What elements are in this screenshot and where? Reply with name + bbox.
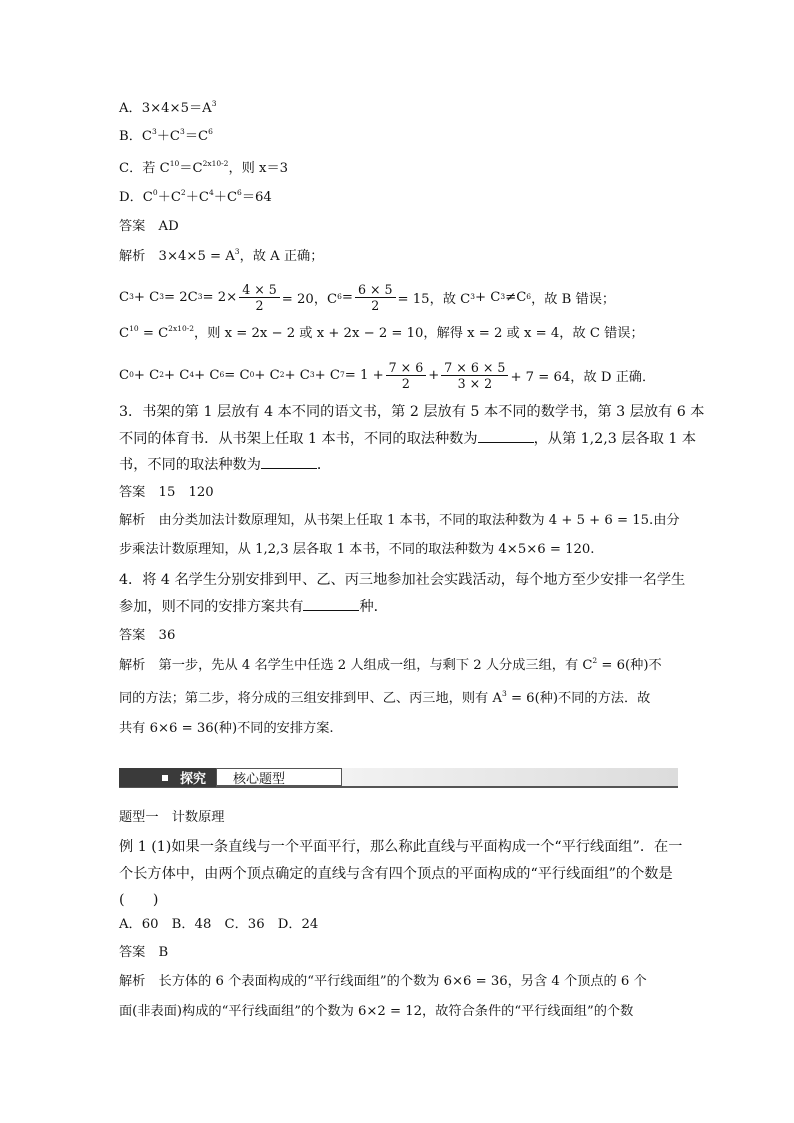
prev-analysis-line-2: C 3 + C 3 = 2C 3 = 2× $\frac{4 \times 5}{2}$ = 20，C 6 = $\frac{6 \times 5}{2}$ = 15，故 C 3 + C 3 ≠C 6 ，故 B 错误；	[119, 281, 616, 313]
answer-blank	[303, 598, 359, 611]
fraction: $\frac{4 \times 5}{2}$	[239, 282, 280, 313]
q3-analysis-line-1: 解析 由分类加法计数原理知，从书架上任取 1 本书，不同的取法种数为 4 + 5 + 6 = 15.由分	[119, 513, 680, 528]
q3-stem-line-2: 不同的体育书．从书架上任取 1 本书，不同的取法种数为 ，从第 1,2,3 层各取 1 本	[119, 431, 697, 447]
prev-analysis-line-1: 解析 $3\times 4\times 5 = A^3$，故 A 正确；	[119, 247, 324, 264]
example-answer: 答案 B	[119, 945, 169, 960]
prev-analysis-line-3: $C^{10} = C^{2x10-2}$，则 x = 2x − 2 或 x + 2x − 2 = 10，解得 x = 2 或 x = 4，故 C 错误；	[119, 324, 644, 341]
example-analysis-line-1: 解析 长方体的 6 个表面构成的“平行线面组”的个数为 6×6 = 36，另含 4 个顶点的 6 个	[119, 974, 647, 989]
fraction: $\frac{7 \times 6 \times 5}{3 \times 2}$	[441, 360, 508, 391]
section-label-core-types: 核心题型	[216, 768, 342, 786]
q3-answer: 答案 15 120	[119, 485, 214, 500]
q3-stem-line-1: 3．书架的第 1 层放有 4 本不同的语文书，第 2 层放有 5 本不同的数学书，第 3 层放有 6 本	[119, 404, 705, 420]
q3-stem-line-3: 书，不同的取法种数为 ．	[119, 457, 332, 473]
fraction: $\frac{6 \times 5}{2}$	[355, 282, 396, 313]
option-a: A．$3\times 4\times 5=A^3$	[119, 99, 217, 116]
q4-analysis-line-2: 同的方法；第二步，将分成的三组安排到甲、乙、丙三地，则有 $A^3 = 6$(种)不同的方法．故	[119, 689, 651, 706]
q4-analysis-line-1: 解析 第一步，先从 4 名学生中任选 2 人组成一组，与剩下 2 人分成三组，有 $C^2 = 6$(种)不	[119, 656, 662, 673]
section-label-explore: 探究	[119, 768, 216, 787]
section-header-bar	[119, 768, 678, 787]
prev-answer: 答案 AD	[119, 219, 179, 234]
example-analysis-line-2: 面(非表面)构成的“平行线面组”的个数为 6×2 = 12，故符合条件的“平行线面组”的个数	[119, 1004, 634, 1019]
q3-analysis-line-2: 步乘法计数原理知，从 1,2,3 层各取 1 本书，不同的取法种数为 4×5×6 = 120.	[119, 542, 595, 557]
option-c: C．若 $C^{10}=C^{2x10-2}$，则 x＝3	[119, 159, 289, 176]
example-line-3: ( )	[119, 892, 159, 908]
q4-analysis-line-3: 共有 6×6 = 36(种)不同的安排方案.	[119, 721, 334, 736]
example-options: A．60 B．48 C．36 D．24	[119, 917, 319, 932]
option-d: D．$C^0+C^2+C^4+C^6=64$	[119, 188, 272, 205]
example-line-1: 例 1 (1)如果一条直线与一个平面平行，那么称此直线与平面构成一个“平行线面组”．在一	[119, 839, 683, 855]
example-line-2: 个长方体中，由两个顶点确定的直线与含有四个顶点的平面构成的“平行线面组”的个数是	[119, 866, 673, 882]
q4-stem-line-1: 4．将 4 名学生分别安排到甲、乙、丙三地参加社会实践活动，每个地方至少安排一名学生	[119, 572, 686, 588]
square-bullet-icon	[162, 775, 168, 781]
answer-blank	[261, 456, 317, 469]
fraction: $\frac{7 \times 6}{2}$	[386, 360, 427, 391]
q4-answer: 答案 36	[119, 628, 176, 643]
q4-stem-line-2: 参加，则不同的安排方案共有 种．	[119, 599, 388, 615]
option-b: B．$C^3+C^3=C^6$	[119, 127, 213, 144]
type-heading: 题型一 计数原理	[119, 810, 225, 825]
prev-analysis-line-4: C 0 + C 2 + C 4 + C 6 = C 0 + C 2 + C 3 + C 7 = 1 + $\frac{7 \times 6}{2}$ + $\frac{7 \times 6 \times 5}{3 \times 2}$ + 7 = 64，故 D 正确．	[119, 359, 656, 391]
answer-blank	[478, 430, 534, 443]
